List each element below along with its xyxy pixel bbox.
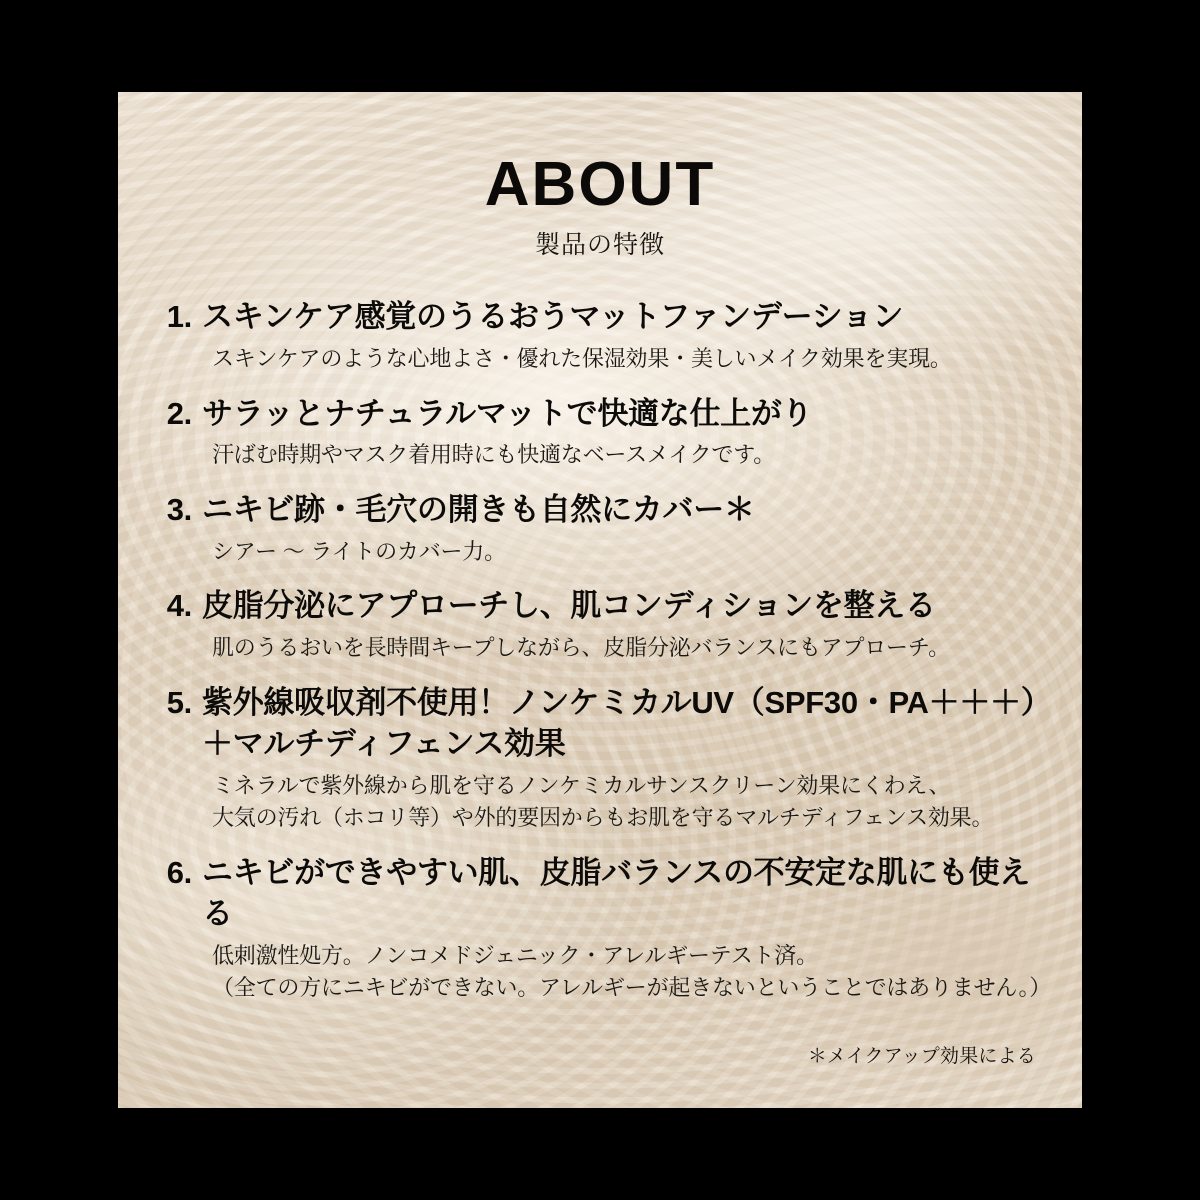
feature-description [212,343,1042,376]
feature-heading-line2 [158,724,1042,765]
feature-heading [158,683,1052,724]
feature-description [212,536,1042,569]
feature-number: 1. [166,299,192,335]
feature-title: ニキビができやすい肌、皮脂バランスの不安定な肌にも使える [202,854,1030,931]
footnote: ＊メイクアップ効果による [807,1046,1036,1067]
feature-number: 3. [166,492,192,527]
feature-description-line: （全ての方にニキビができない。アレルギーが起きないということではありません。） [212,975,1052,1001]
feature-description [212,439,1042,472]
feature-number: 5. [166,684,192,720]
feature-description-line: 大気の汚れ（ホコリ等）や外的要因からもお肌を守るマルチディフェンス効果。 [212,805,994,831]
page-title: ABOUT [484,150,716,219]
feature-title: サラッとナチュラルマットで快適な仕上がり [202,395,813,431]
feature-heading [158,586,1042,627]
feature-title: スキンケア感覚のうるおうマットファンデーション [202,299,904,335]
feature-description-line: 肌のうるおいを長時間キープしながら、皮脂分泌バランスにもアプローチ。 [212,635,950,661]
feature-description-line: 低刺激性処方。ノンコメドジェニック・アレルギーテスト済。 [212,942,818,968]
feature-description [212,940,1052,1005]
feature-description [212,770,1042,835]
feature-title: 紫外線吸収剤不使用！ノンケミカルUV（SPF30・PA＋＋＋） [202,684,1052,720]
feature-heading [158,394,1042,435]
feature-description [212,632,1042,665]
list-item [158,297,1042,375]
list-item [158,394,1042,472]
list-item [158,490,1042,568]
feature-description-line: ミネラルで紫外線から肌を守るノンケミカルサンスクリーン効果にくわえ、 [212,772,951,798]
feature-description-line: 汗ばむ時期やマスク着用時にも快適なベースメイクです。 [212,442,776,468]
list-item [158,853,1052,1005]
feature-description-line: スキンケアのような心地よさ・優れた保湿効果・美しいメイク効果を実現。 [212,346,952,371]
page-subtitle: 製品の特徴 [534,231,665,260]
list-item [158,683,1052,835]
feature-heading [158,853,1042,935]
feature-description-line: シアー 〜 ライトのカバー力。 [212,538,506,564]
feature-heading [158,297,1042,338]
list-item [158,586,1042,664]
feature-title: 皮脂分泌にアプローチし、肌コンディションを整える [202,588,936,624]
feature-title-line2: ＋マルチディフェンス効果 [202,725,566,761]
feature-heading [158,490,1042,531]
feature-number: 4. [166,588,192,624]
feature-number: 2. [166,395,192,431]
feature-title: ニキビ跡・毛穴の開きも自然にカバー＊ [202,492,755,527]
feature-list [158,297,1052,1005]
about-card-content [118,92,1082,1108]
feature-number: 6. [166,854,192,890]
about-card [118,92,1082,1108]
